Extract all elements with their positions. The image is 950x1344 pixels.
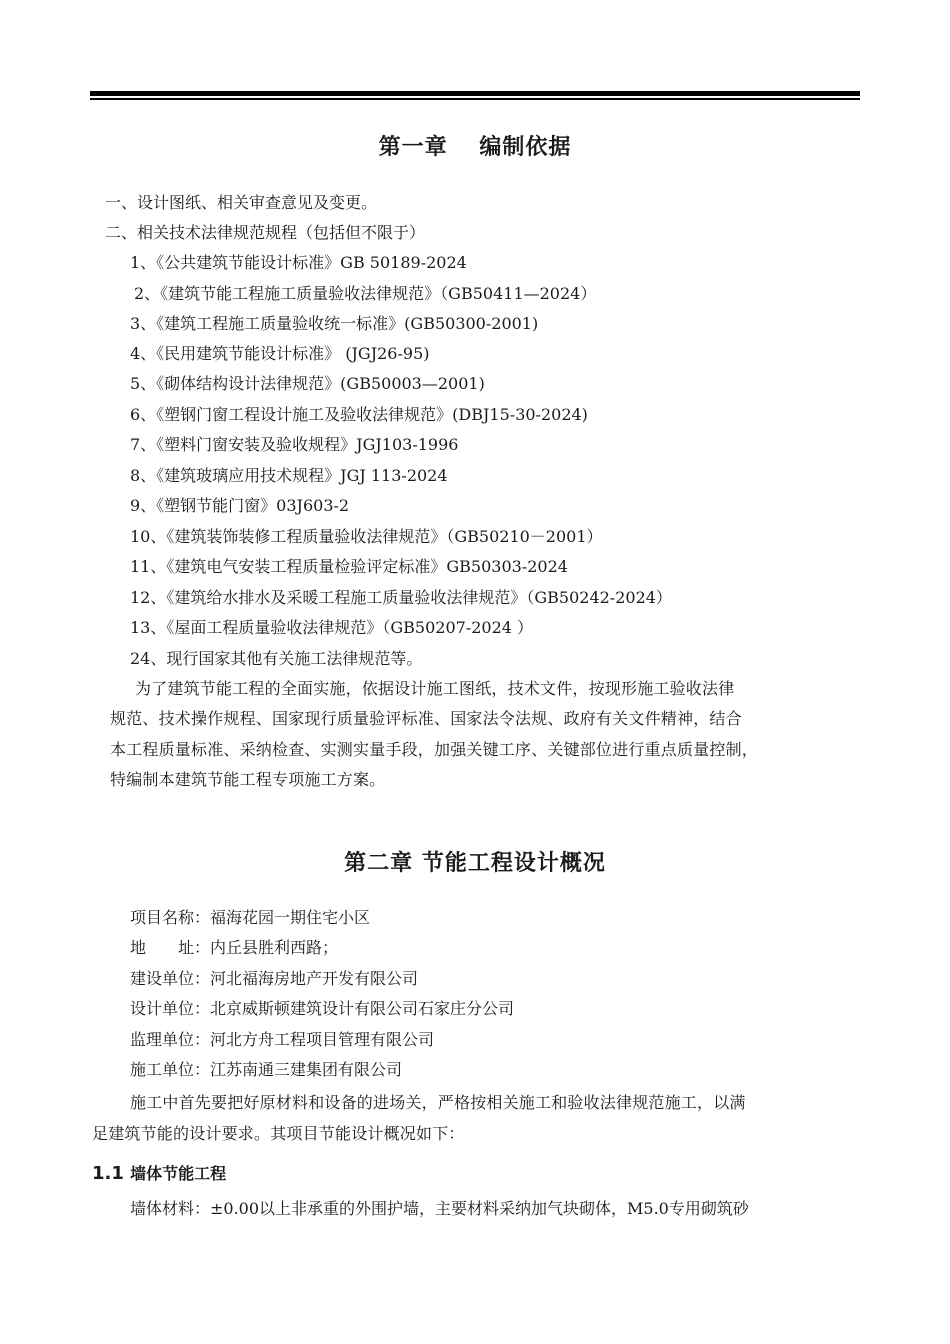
section-number: 1.1 (92, 1163, 124, 1184)
standard-item: 12、《建筑给水排水及采暖工程施工质量验收法律规范》（GB50242-2024） (130, 588, 672, 607)
standard-item: 7、《塑料门窗安装及验收规程》JGJ103-1996 (130, 435, 459, 454)
header-rule-thick (90, 91, 860, 96)
basis-paragraph-line: 本工程质量标准、采纳检查、实测实量手段，加强关键工序、关键部位进行重点质量控制， (110, 740, 759, 759)
project-info-line: 施工单位：江苏南通三建集团有限公司 (130, 1060, 403, 1079)
standard-item: 1、《公共建筑节能设计标准》GB 50189-2024 (130, 253, 467, 272)
project-info-line: 项目名称：福海花园一期住宅小区 (130, 908, 371, 927)
chapter1-title: 第一章 编制依据 (378, 135, 572, 160)
intro-paragraph-line: 足建筑节能的设计要求。其项目节能设计概况如下： (92, 1124, 465, 1143)
header-rule-thin (90, 98, 860, 100)
standard-item: 3、《建筑工程施工质量验收统一标准》(GB50300-2001) (130, 314, 539, 333)
chapter2-title: 第二章 节能工程设计概况 (344, 851, 606, 876)
standard-item: 10、《建筑装饰装修工程质量验收法律规范》（GB50210－2001） (130, 527, 603, 546)
standard-item: 9、《塑钢节能门窗》03J603-2 (130, 496, 350, 515)
standard-item: 4、《民用建筑节能设计标准》 (JGJ26-95) (130, 344, 430, 363)
project-info-line: 地 址：内丘县胜利西路； (130, 938, 339, 957)
basis-item-1: 一、设计图纸、相关审查意见及变更。 (105, 193, 378, 212)
standard-item: 11、《建筑电气安装工程质量检验评定标准》GB50303-2024 (130, 557, 568, 576)
section-text: 墙体材料：±0.00以上非承重的外围护墙，主要材料采纳加气块砌体，M5.0专用砌筑砂 (130, 1199, 749, 1218)
standard-item: 5、《砌体结构设计法律规范》(GB50003—2001) (130, 374, 485, 393)
standard-item: 13、《屋面工程质量验收法律规范》（GB50207-2024 ） (130, 618, 534, 637)
standard-item: 8、《建筑玻璃应用技术规程》JGJ 113-2024 (130, 466, 448, 485)
intro-paragraph-line: 施工中首先要把好原材料和设备的进场关，严格按相关施工和验收法律规范施工，以满 (130, 1093, 746, 1112)
standard-item: 6、《塑钢门窗工程设计施工及验收法律规范》(DBJ15-30-2024) (130, 405, 588, 424)
standard-item: 24、现行国家其他有关施工法律规范等。 (130, 649, 423, 668)
project-info-line: 建设单位：河北福海房地产开发有限公司 (130, 969, 419, 988)
project-info-line: 设计单位：北京威斯顿建筑设计有限公司石家庄分公司 (130, 999, 515, 1018)
basis-paragraph-line: 特编制本建筑节能工程专项施工方案。 (110, 770, 386, 789)
section-heading (92, 1161, 226, 1184)
project-info-line: 监理单位：河北方舟工程项目管理有限公司 (130, 1030, 435, 1049)
basis-item-2: 二、相关技术法律规范规程（包括但不限于） (105, 223, 426, 242)
basis-paragraph-line: 为了建筑节能工程的全面实施，依据设计施工图纸，技术文件，按现形施工验收法律 (135, 679, 735, 698)
standard-item: 2、《建筑节能工程施工质量验收法律规范》（GB50411—2024） (134, 284, 597, 303)
basis-paragraph-line: 规范、技术操作规程、国家现行质量验评标准、国家法令法规、政府有关文件精神，结合 (110, 709, 742, 728)
section-title: 墙体节能工程 (130, 1164, 227, 1183)
